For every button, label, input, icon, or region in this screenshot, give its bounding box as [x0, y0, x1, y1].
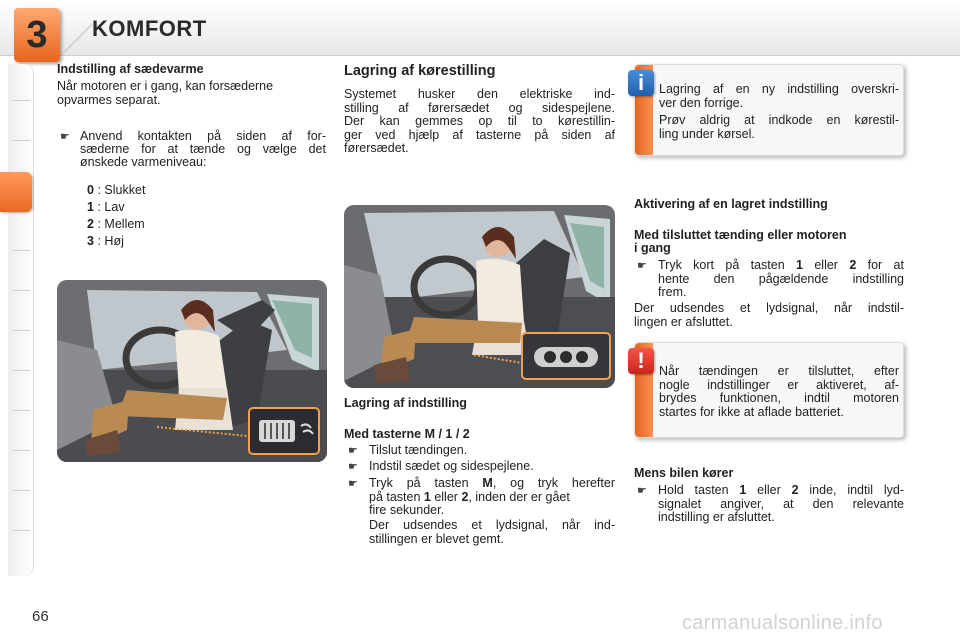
page-title: KOMFORT: [92, 16, 207, 41]
heat-level-0: 0 : Slukket: [87, 183, 146, 197]
pointing-hand-icon: ☛: [60, 131, 70, 143]
active-chapter-tab[interactable]: [0, 172, 32, 212]
pointing-hand-icon: ☛: [637, 485, 647, 497]
page-number: 66: [32, 608, 49, 625]
tab-divider: [12, 450, 30, 451]
seat-heating-bullet-3: ønskede varmeniveau:: [80, 155, 207, 169]
store-step-3: Tryk på tasten M, og tryk herefter på tasten 1 eller 2, inden der er gået fire sekunder.: [369, 476, 615, 517]
tab-divider: [12, 140, 30, 141]
ignition-heading-2: i gang: [634, 241, 671, 255]
heat-level-2: 2 : Mellem: [87, 217, 145, 231]
seat-heating-illustration: [57, 280, 327, 462]
store-step-2: Indstil sædet og sidespejlene.: [369, 459, 534, 473]
info-note-text: Lagring af en ny indstilling overskri- ver den forrige. Prøv aldrig at indkode en kørestil- ling under kørsel.: [659, 82, 899, 141]
tab-divider: [12, 410, 30, 411]
keys-heading: Med tasterne M / 1 / 2: [344, 427, 470, 441]
tab-divider: [12, 330, 30, 331]
chapter-number: 3: [26, 14, 48, 56]
recall-signal: Der udsendes et lydsignal, når indstil- lingen er afsluttet.: [634, 301, 904, 329]
memory-intro: Systemet husker den elektriske ind- stilling af førersædet og sidespejlene. Der kan gemmes op til to kørestillin- ger ved hjælp af tasterne på siden af førersædet.: [344, 87, 615, 155]
seat-heating-bullet-1: Anvend kontakten på siden af for-: [80, 129, 326, 143]
seat-heating-intro-2: opvarmes separat.: [57, 93, 161, 107]
heat-level-1: 1 : Lav: [87, 200, 125, 214]
watermark: carmanualsonline.info: [682, 612, 883, 634]
tab-divider: [12, 250, 30, 251]
pointing-hand-icon: ☛: [348, 461, 358, 473]
driving-step: Hold tasten 1 eller 2 inde, indtil lyd- signalet angiver, at den relevante indstilling er afsluttet.: [658, 483, 904, 524]
tab-divider: [12, 100, 30, 101]
tab-divider: [12, 490, 30, 491]
header-divider: [62, 22, 92, 56]
store-confirmation: Der udsendes et lydsignal, når ind- stillingen er blevet gemt.: [369, 518, 615, 546]
activation-heading: Aktivering af en lagret indstilling: [634, 197, 828, 211]
tab-divider: [12, 530, 30, 531]
seat-heating-intro-1: Når motoren er i gang, kan forsæderne: [57, 79, 274, 93]
recall-step: Tryk kort på tasten 1 eller 2 for at hente den pågældende indstilling frem.: [658, 258, 904, 299]
ignition-heading-1: Med tilsluttet tænding eller motoren: [634, 228, 847, 242]
driving-heading: Mens bilen kører: [634, 466, 734, 480]
seat-heating-bullet-2: sæderne for at tænde og vælge det: [80, 142, 326, 156]
memory-section-title: Lagring af kørestilling: [344, 63, 496, 79]
warning-note: [634, 342, 904, 438]
pointing-hand-icon: ☛: [348, 478, 358, 490]
chapter-tab[interactable]: [14, 8, 60, 62]
tab-divider: [12, 370, 30, 371]
heat-level-3: 3 : Høj: [87, 234, 124, 248]
store-setting-heading: Lagring af indstilling: [344, 396, 467, 410]
info-note: [634, 64, 904, 156]
pointing-hand-icon: ☛: [348, 445, 358, 457]
memory-buttons-illustration: [344, 205, 615, 388]
tab-divider: [12, 290, 30, 291]
seat-heating-heading: Indstilling af sædevarme: [57, 62, 204, 76]
warning-note-text: Når tændingen er tilsluttet, efter nogle indstillinger er aktiveret, af- brydes funktionen, indtil motoren startes for ikke at aflade batteriet.: [659, 364, 899, 419]
info-icon: i: [628, 70, 654, 96]
warning-icon: !: [628, 348, 654, 374]
store-step-1: Tilslut tændingen.: [369, 443, 468, 457]
pointing-hand-icon: ☛: [637, 260, 647, 272]
